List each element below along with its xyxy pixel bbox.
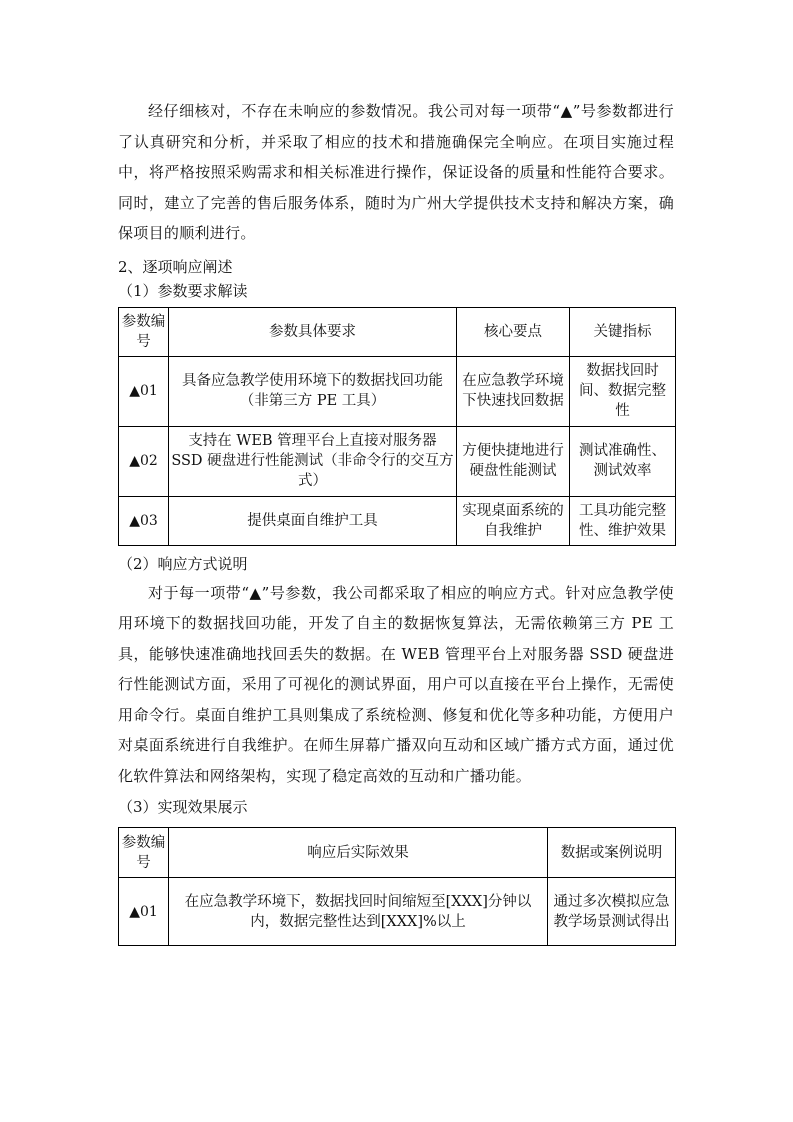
param-id: ▲01 bbox=[119, 356, 169, 426]
table-header-row bbox=[119, 307, 676, 356]
indicator: 测试准确性、测试效率 bbox=[570, 426, 676, 496]
header-key-point: 核心要点 bbox=[457, 307, 570, 356]
table-row bbox=[119, 496, 676, 545]
table-header-row bbox=[119, 828, 676, 878]
header-param-id: 参数编号 bbox=[119, 307, 169, 356]
header-param-id: 参数编号 bbox=[119, 828, 169, 878]
requirement: 提供桌面自维护工具 bbox=[169, 496, 457, 545]
indicator: 工具功能完整性、维护效果 bbox=[570, 496, 676, 545]
param-id: ▲03 bbox=[119, 496, 169, 545]
response-paragraph: 对于每一项带“▲”号参数，我公司都采取了相应的响应方式。针对应急教学使用环境下的数据找回功能，开发了自主的数据恢复算法，无需依赖第三方 PE 工具，能够快速准确地找回丢失的数据。在 WEB 管理平台上对服务器 SSD 硬盘进行性能测试方面，采用了可视化的测试界面，用户可以直接在平台上操作，无需使用命令行。桌面自维护工具则集成了系统检测、修复和优化等多种功能，方便用户对桌面系统进行自我维护。在师生屏幕广播双向互动和区域广播方式方面，通过优化软件算法和网络架构，实现了稳定高效的互动和广播功能。 bbox=[118, 583, 674, 785]
table-row bbox=[119, 356, 676, 426]
sub1-heading: （1）参数要求解读 bbox=[118, 281, 248, 300]
requirement: 支持在 WEB 管理平台上直接对服务器 SSD 硬盘进行性能测试（非命令行的交互方式） bbox=[169, 426, 457, 496]
indicator: 数据找回时间、数据完整性 bbox=[570, 356, 676, 426]
sub3-heading: （3）实现效果展示 bbox=[118, 798, 248, 816]
header-requirement: 参数具体要求 bbox=[169, 307, 457, 356]
header-evidence: 数据或案例说明 bbox=[548, 828, 676, 878]
evidence: 通过多次模拟应急教学场景测试得出 bbox=[548, 878, 676, 946]
header-indicator: 关键指标 bbox=[570, 307, 676, 356]
param-id: ▲02 bbox=[119, 426, 169, 496]
intro-paragraph: 经仔细核对，不存在未响应的参数情况。我公司对每一项带“▲”号参数都进行了认真研究和分析，并采取了相应的技术和措施确保完全响应。在项目实施过程中，将严格按照采购需求和相关标准进行操作，保证设备的质量和性能符合要求。同时，建立了完善的售后服务体系，随时为广州大学提供技术支持和解决方案，确保项目的顺利进行。 bbox=[118, 102, 674, 242]
sub2-heading: （2）响应方式说明 bbox=[118, 554, 248, 573]
key-point: 在应急教学环境下快速找回数据 bbox=[457, 356, 570, 426]
table-row bbox=[119, 878, 676, 946]
table-row bbox=[119, 426, 676, 496]
effect: 在应急教学环境下，数据找回时间缩短至[XXX]分钟以内，数据完整性达到[XXX]%以上 bbox=[169, 878, 548, 946]
key-point: 方便快捷地进行硬盘性能测试 bbox=[457, 426, 570, 496]
document-page bbox=[118, 96, 674, 946]
header-effect: 响应后实际效果 bbox=[169, 828, 548, 878]
section-heading: 2、逐项响应阐述 bbox=[118, 257, 233, 276]
effects-table bbox=[118, 827, 676, 946]
requirements-table bbox=[118, 307, 676, 546]
param-id: ▲01 bbox=[119, 878, 169, 946]
key-point: 实现桌面系统的自我维护 bbox=[457, 496, 570, 545]
requirement: 具备应急教学使用环境下的数据找回功能（非第三方 PE 工具） bbox=[169, 356, 457, 426]
